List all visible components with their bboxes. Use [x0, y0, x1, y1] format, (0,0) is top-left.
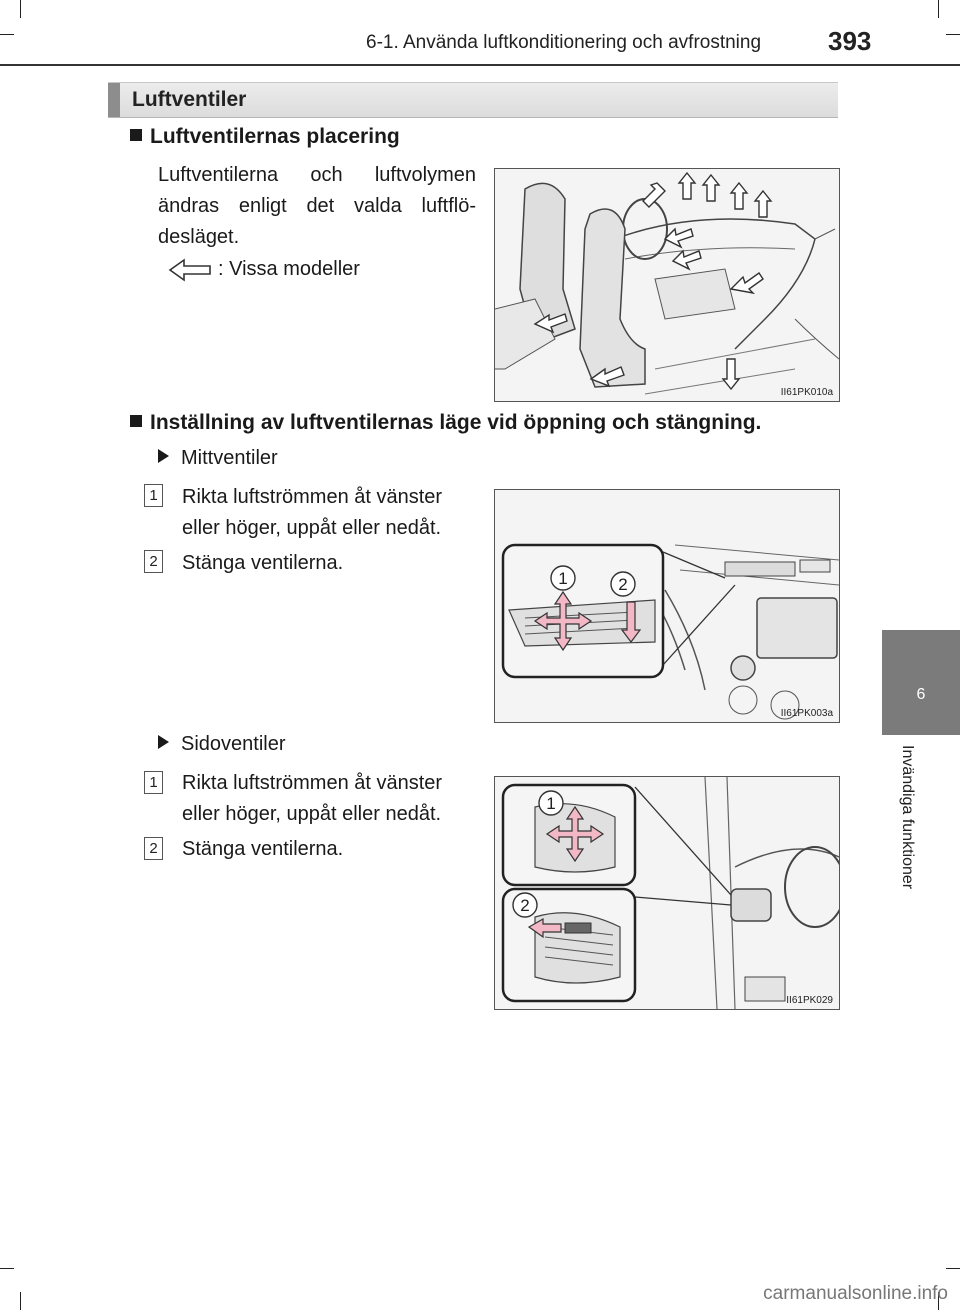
figure-code: II61PK010a — [780, 387, 833, 398]
center-step-2-num — [144, 550, 163, 573]
side-vents-label — [158, 729, 286, 760]
crop-mark — [0, 1268, 14, 1269]
chapter-title: Invändiga funktioner — [899, 745, 916, 890]
figure-center-vents — [494, 489, 840, 723]
figure-vent-locations — [494, 168, 840, 402]
section-title: Luftventiler — [132, 88, 247, 111]
side-vents-label-text: Sidoventiler — [181, 733, 286, 755]
center-vents-label — [158, 443, 278, 474]
crop-mark — [946, 1268, 960, 1269]
placement-heading — [130, 125, 400, 149]
triangle-bullet-icon — [158, 735, 169, 749]
crop-mark — [20, 0, 21, 18]
triangle-bullet-icon — [158, 449, 169, 463]
callout-1: 1 — [558, 569, 568, 588]
section-accent — [108, 83, 120, 117]
chapter-tab — [882, 630, 960, 735]
callout-1: 1 — [546, 794, 556, 813]
figure-code: II61PK029 — [786, 995, 833, 1006]
center-step-1-num — [144, 484, 163, 507]
header-rule — [0, 64, 960, 66]
figure-side-vents — [494, 776, 840, 1010]
square-bullet-icon — [130, 129, 142, 141]
crop-mark — [938, 0, 939, 18]
side-step-2-text: Stänga ventilerna. — [182, 838, 344, 860]
placement-heading-text: Luftventilernas placering — [150, 125, 400, 148]
figure-code: II61PK003a — [780, 708, 833, 719]
adjust-heading-text: Inställning av luftventilernas läge vid öppning och stängning. — [150, 411, 762, 434]
center-step-1-text: Rikta luftströmmen åt vänster eller höger, uppåt eller nedåt. — [182, 486, 443, 539]
page-number: 393 — [828, 26, 872, 56]
callout-2: 2 — [618, 575, 628, 594]
chapter-number: 6 — [916, 686, 926, 703]
side-step-2-num — [144, 837, 163, 860]
arrow-legend-icon — [168, 258, 212, 282]
side-step-1-num — [144, 771, 163, 794]
step-number-badge: 2 — [144, 837, 163, 860]
crop-mark — [946, 34, 960, 35]
step-number-badge: 2 — [144, 550, 163, 573]
callout-2: 2 — [520, 896, 530, 915]
center-vents-label-text: Mittventiler — [181, 447, 278, 469]
watermark: carmanualsonline.info — [763, 1283, 948, 1304]
square-bullet-icon — [130, 415, 142, 427]
legend-text: : Vissa modeller — [218, 258, 360, 280]
adjust-heading — [130, 411, 761, 435]
step-number-badge: 1 — [144, 771, 163, 794]
step-number-badge: 1 — [144, 484, 163, 507]
crop-mark — [0, 34, 14, 35]
center-step-2-text: Stänga ventilerna. — [182, 552, 344, 574]
section-title-bar — [108, 82, 838, 118]
running-header-title: 6-1. Använda luftkonditionering och avfrostning — [366, 32, 762, 53]
crop-mark — [20, 1292, 21, 1310]
side-step-1-text: Rikta luftströmmen åt vänster eller höger, uppåt eller nedåt. — [182, 772, 443, 825]
placement-text: Luftventilerna och luftvolymen ändras enligt det valda luftflö-desläget. — [158, 164, 476, 248]
